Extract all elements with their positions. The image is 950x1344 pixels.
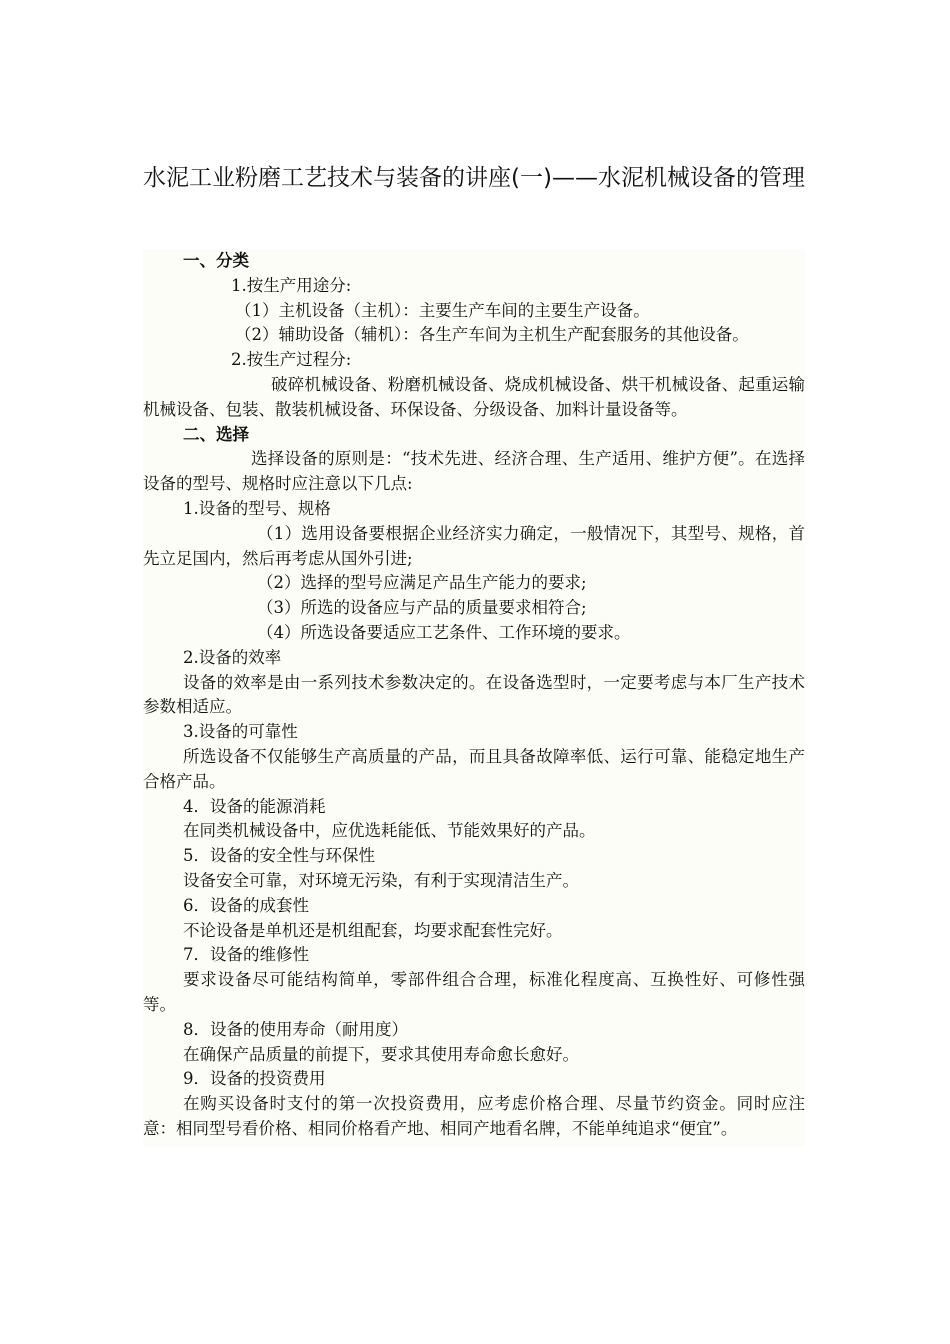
paragraph: 在同类机械设备中，应优选耗能低、节能效果好的产品。: [183, 821, 596, 841]
paragraph: 所选设备不仅能够生产高质量的产品，而且具备故障率低、运行可靠、能稳定地生产合格产品。: [143, 746, 805, 791]
paragraph: （4）所选设备要适应工艺条件、工作环境的要求。: [257, 622, 631, 642]
subheading: 1.设备的型号、规格: [183, 498, 331, 518]
section-heading-classification: 一、分类: [183, 251, 249, 270]
paragraph: 在购买设备时支付的第一次投资费用，应考虑价格合理、尽量节约资金。同时应注意：相同型号看价格、相同价格看产地、相同产地看名牌，不能单纯追求“便宜”。: [143, 1094, 805, 1138]
subheading: 5．设备的安全性与环保性: [183, 846, 375, 866]
paragraph: （1）选用设备要根据企业经济实力确定，一般情况下，其型号、规格，首先立足国内，然后再考虑从国外引进;: [143, 523, 805, 568]
document-title: 水泥工业粉磨工艺技术与装备的讲座(一)——水泥机械设备的管理: [143, 165, 805, 191]
paragraph: 不论设备是单机还是机组配套，均要求配套性完好。: [183, 920, 563, 940]
paragraph: 设备的效率是由一系列技术参数决定的。在设备选型时，一定要考虑与本厂生产技术参数相适应。: [143, 672, 805, 717]
paragraph: 2.按生产过程分:: [231, 350, 352, 370]
paragraph: 在确保产品质量的前提下，要求其使用寿命愈长愈好。: [183, 1044, 579, 1064]
paragraph: 设备安全可靠，对环境无污染，有利于实现清洁生产。: [183, 870, 579, 890]
subheading: 8．设备的使用寿命（耐用度）: [183, 1019, 408, 1039]
paragraph: （2）选择的型号应满足产品生产能力的要求;: [257, 573, 587, 593]
subheading: 3.设备的可靠性: [183, 722, 298, 742]
subheading: 2.设备的效率: [183, 647, 282, 667]
paragraph: 要求设备尽可能结构简单，零部件组合合理，标准化程度高、互换性好、可修性强等。: [143, 970, 805, 1014]
document-body: [143, 249, 805, 1146]
subheading: 6．设备的成套性: [183, 895, 309, 915]
paragraph: （1）主机设备（主机）：主要生产车间的主要生产设备。: [235, 300, 650, 320]
subheading: 4．设备的能源消耗: [183, 796, 326, 816]
subheading: 7．设备的维修性: [183, 945, 309, 965]
paragraph: 选择设备的原则是：“技术先进、经济合理、生产适用、维护方便”。在选择设备的型号、规格时应注意以下几点:: [143, 449, 805, 494]
paragraph: 破碎机械设备、粉磨机械设备、烧成机械设备、烘干机械设备、起重运输机械设备、包装、散装机械设备、环保设备、分级设备、加料计量设备等。: [143, 374, 805, 419]
section-heading-selection: 二、选择: [183, 424, 249, 444]
subheading: 9．设备的投资费用: [183, 1069, 326, 1089]
paragraph: （2）辅助设备（辅机）：各生产车间为主机生产配套服务的其他设备。: [235, 325, 749, 345]
paragraph: 1.按生产用途分:: [231, 275, 352, 295]
paragraph: （3）所选的设备应与产品的质量要求相符合;: [257, 598, 587, 618]
